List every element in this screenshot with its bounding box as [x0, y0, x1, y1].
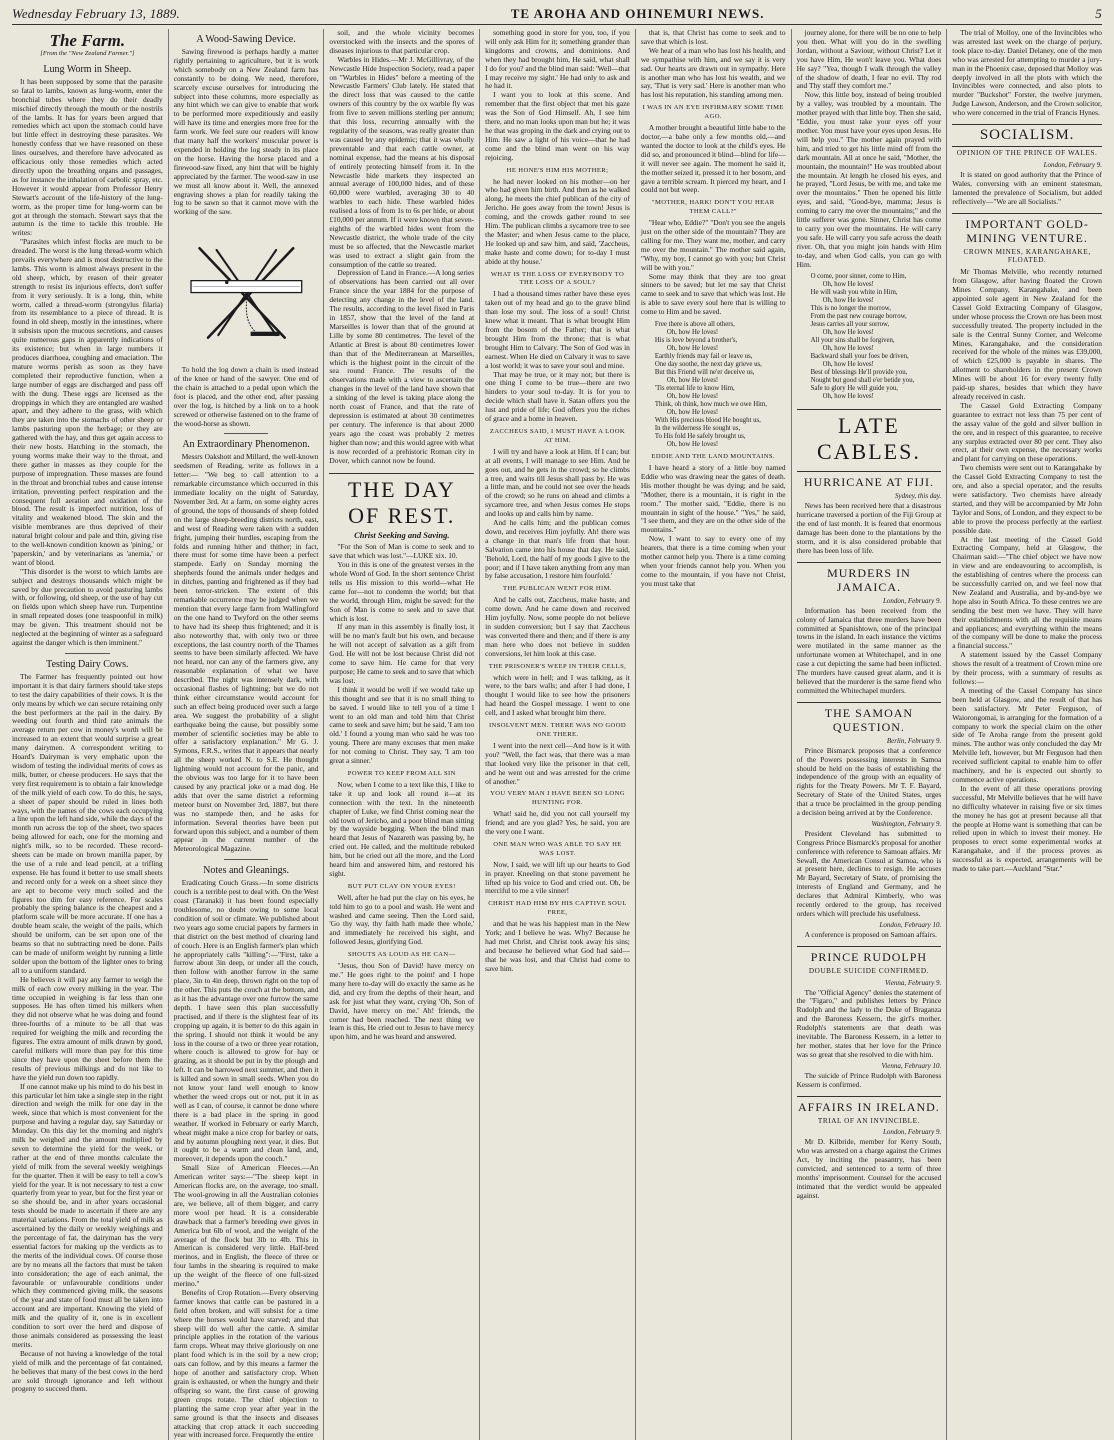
hymn-line: Safe to glory He will guide you, [810, 385, 898, 393]
hymn-line: Best of blessings He'll provide you, [810, 369, 908, 377]
paragraph: He believes it will pay any farmer to weigh the milk of each cow every milking in the year. The time occupied in weighing is far less than one supposes. He has often timed his milkers when they did not observe what he was doing and found three-fourths of a minute to be all that was required for weighing the milk and recording the figures. The extra amount of milk drawn by good, careful milkers will more than pay for this time since they have upon the sheet before them the results of previous milkings and do not like to have the yield run down too rapidly. [12, 974, 163, 1082]
hymn-line: Oh, how He loves! [666, 393, 719, 401]
article-heading-socialism: SOCIALISM. [952, 124, 1102, 147]
paragraph: I have heard a story of a little boy named Eddie who was drawing near the gates of death. His mother thought he was dying; and he said, "Mother, there is a mountain, it is right in the room." The mother said, "Eddie, there is no mountain in sight of the house." "Yes," he said, "I see them, and they are on the other side of the mountains." [640, 463, 786, 535]
hymn-verse [655, 321, 786, 449]
article-body-lung-worm [12, 78, 163, 648]
paragraph: I will try and have a look at Him. If I can; but at all events, I will manage to see Him. And he goes out, and he gets in the crowd; so he climbs a tree, and waits till Jesus shall pass by. He was a little man, and he could not see over the heads of the crowd; so he runs on ahead and climbs a sycamore tree, and when Jesus comes He stops and looks up and calls him by name. [485, 446, 630, 519]
hymn-line: To His fold He safely brought us, [654, 433, 746, 441]
article-body-sermon-3 [641, 29, 786, 589]
cable-dateline: London, February 9. [882, 596, 942, 605]
cable-subheading-ireland: TRIAL OF AN INVINCIBLE. [817, 1116, 921, 1125]
sermon-subheading: THE PUBLICAN WENT FOR HIM. [503, 585, 612, 593]
hymn-line: Oh, how He loves! [666, 377, 719, 385]
paragraph: and that he was his happiest man in the New York; and I believe he was. Why? Because he had met Christ, and Christ took away his sins; and because he believed what God had said—that he was lost, and that Christ had come to save him. [485, 919, 630, 973]
hymn-line: From the past new courage borrow, [810, 313, 907, 321]
column-6 [791, 29, 947, 1440]
cable-dateline: London, February 10. [879, 920, 942, 929]
paragraph: soil, and the whole vicinity becomes overstocked with the insects and the spores of diseases injurious to that particular crop. [329, 28, 475, 55]
divider [224, 433, 267, 434]
paragraph: that is, that Christ has come to seek and to save that which is lost. [640, 28, 786, 46]
hymn-line: His is love beyond a brother's, [654, 337, 738, 345]
hymn-line: Oh, how He loves! [822, 345, 874, 353]
hymn-line: Nought but good shall e'er betide you, [810, 377, 915, 385]
sermon-subheading: CHRIST HAD HIM BY HIS CAPTIVE SOUL FREE, [488, 900, 627, 917]
paragraph: I had a thousand times rather have these eyes taken out of my head and go to the grave blind than lose my soul. The loss of a soul! Christ knew what it meant. That is what brought Him from the bosom of the Father; that is what brought Him from the throne; that is what brought Him to Calvary. The Son of God was in earnest. When He died on Calvary it was to save a lost world; it was to save your soul and mine. [485, 289, 630, 370]
cable-dateline: London, February 9. [882, 1128, 942, 1137]
article-body-notes [174, 879, 319, 1440]
article-body-sermon [329, 543, 474, 1042]
paragraph: A mother brought a beautiful little babe to the doctor,—a babe only a few months old,—and wanted the doctor to look at the child's eyes. He did so, and pronounced it blind—blind for life—it will never see again. The moment he said it, the mother seized it, pressed it to her bosom, and gave a terrible scream. It pierced my heart, and I could not but weep. [640, 123, 786, 195]
sermon-subheading: HE HONE'S HIM HIS MOTHER; [506, 166, 609, 174]
paragraph: Now, this little boy, instead of being troubled by a valley, was troubled by a mountain. The mother prayed with that little boy. Then she said, "Eddie, you must take your eyes off your mother. You must have your eyes upon Jesus. He will help you." The mother again prayed with him, and tried to get his little mind off from the dark mountain. All at once he said, "Mother, the mountain, the mountain!" He was troubled about the mountain. At length he closed his eyes, and he prayed, "Lord Jesus, be with me, and take me over the mountains." Then he opened his little eyes, and said, "Good-bye, mamma; Jesus is coming to carry me over the mountains;" and the little sufferer was gone. Sinner, Christ has come to carry you over the mountains. He will carry you safe. He will carry you safe across the death river. Oh, that you might join hands with Him to-day, and when God calls, you can go with Him. [796, 90, 942, 269]
paragraph: And he calls him; and the publican comes down, and receives Him joyfully. Ah! there was a change in that man's life from that hour. Salvation came into his house that day. He said, 'Behold, Lord, the half of my goods I give to the poor; and if I have taken anything from any man by false accusation, I restore him fourfold.' [485, 518, 630, 581]
column-1 [12, 29, 168, 1440]
paragraph: "This disorder is the worst to which lambs are subject and destroys thousands which might be saved by due precaution to avoid pasturing lambs with, or following, old sheep, or the use of hay cut on fields upon which sheep have run. Turpentine in small repeated doses (one teaspoonful in milk) may be given. This treatment should not be neglected at the beginning of winter as a safeguard against the danger which is then imminent." [12, 566, 163, 647]
sermon-subheading: WHAT IS THE LOSS OF EVERYBODY TO THE LOSS OF A SOUL? [490, 270, 625, 287]
paragraph: something good in store for you, too, if you will only ask Him for it; something grander than kingdoms and crowns, and dominions. And when they had brought him, He said, what shall I do for you? and the blind man said: 'Well—that I may receive my sight.' He had only to ask and he had it. [485, 28, 630, 91]
cable-heading-ireland: AFFAIRS IN IRELAND. [797, 1096, 942, 1114]
page-number: 5 [1095, 6, 1102, 21]
hymn-line: Oh, how He loves! [822, 281, 874, 289]
article-body-wood-saw [174, 48, 319, 217]
article-body-notes-cont [329, 29, 474, 465]
paragraph: Small Size of American Fleeces.—An American writer says:—"The sheep kept in American flocks are, on the average, too small. The wool-growing in all the Australian colonies are, we believe, all of them bigger, and carry more wool per head. It is a considerable drawback that a farmer's breeding ewe gives in America but 6lb of wool, and the weight of the average of the flock but 3lb to 4lb. This in American is considered very little. Half-bred merinos, and in English, the fleece of three or four lambs in the shearing is required to make up the weight of the fleece of one full-sized merino." [173, 1163, 319, 1289]
paragraph: I think it would be well if we would take up this thought and see that it is no small thing to be saved. I would like to tell you of a time I went to an old man and told him that Christ came to seek and save him; but he said, 'I am too old.' I found a young man who said he was too young. There are many excuses that men make for not coming to Christ. They say, 'I am too great a sinner.' [329, 684, 475, 766]
paragraph: Mr D. Kilbride, member for Kerry South, who was arrested on a charge against the Crimes Act, by inciting the peasantry, has been convicted, and sentenced to a term of three months' imprisonment. Counsel for the accused intimated that the verdict would be appealed against. [796, 1137, 942, 1200]
paragraph: And he calls out, Zaccheus, make haste, and come down. And he came down and received Him joyfully. Now, some people do not believe in sudden conversion; but I say that Zaccheus was converted there and then; and if there is any man here who does not believe in sudden conversions, let him look at this case. [485, 595, 630, 658]
paragraph: The "Official Agency" denies the statement of the "Figaro," and publishes letters by Prince Rudolph and the lady to the Duke of Braganza and the Baroness Kessern, the girl's mother. Rudolph's statements are that death was inevitable. The Baroness Kessern, in a letter to her mother, states that her love for the Prince was so great that she resolved to die with him. [796, 987, 942, 1059]
cable-body-ireland [797, 1138, 942, 1200]
paragraph: If any man in this assembly is finally lost, it will be no man's fault but his own, and because he will not accept of salvation as a gift from God. He will not be lost because Christ did not come to save him. He came for that very purpose; He came to seek and to save that which was lost. [329, 622, 475, 685]
column-7 [946, 29, 1102, 1440]
hymn-verse [811, 273, 942, 401]
hymn-line: Earthly friends may fail or leave us, [654, 353, 753, 361]
masthead-date: Wednesday February 13, 1889. [12, 6, 180, 21]
paragraph: Benefits of Crop Rotation.—Every observing farmer knows that cattle can be pastured in a field often broken, and will subsist for a time where the horses would have starved; and that sheep will do well after the cattle. A similar principle applies in the rotation of the various farm crops. Wheat may thrive gloriously on one plant food which is in the soil by a new crop; oats can follow, and by this means a farmer the hope of another and satisfactory crop. When grain is exhausted, or when the hungry and their offspring so want, the first cause of growing green crops rotate. The chief objection to planting the same crop year after year in the same ground is that the insects and diseases attacking that crop attack it each succeeding year with increased force. Frequently the entire [173, 1287, 319, 1440]
article-body-dairy [12, 673, 163, 1394]
cable-heading-samoa: THE SAMOAN QUESTION. [797, 702, 942, 734]
paragraph: I went into the next cell—And how is it with you? "Well, the fact was, that there was a man that looked very like the prisoner in that cell, and he went out and was arrested for the crime of another." [485, 740, 630, 786]
divider [224, 859, 267, 860]
section-source: [From the "New Zealand Farmer."] [40, 50, 135, 57]
article-dateline: London, February 9. [1043, 160, 1102, 169]
paragraph: "Jesus, thou Son of David! have mercy on me." He goes right to the point! and I hope many here to-day will do exactly the same as he did, and cry from the depths of their heart, and ask for just what they want, crying 'Oh, Son of David, have mercy on me.' Ah! friends, the corner had been reached. The next thing we learn is this, He cried out to Jesus to have mercy upon him, and he was heard and answered. [329, 961, 475, 1042]
hymn-line: But this Friend will ne'er deceive us, [654, 369, 755, 377]
paragraph: he had never looked on his mother—on her who had given him birth. And then as he walked along, he meets the chief publican of the city of Jericho. He goes away from the town! Jesus is coming, and the crowds gather round to see Him. The publican climbs a sycamore tree to see the Master; and when Jesus came to the place, He looked up and saw him, and said, 'Zaccheus, make haste and come down; for to-day I must abide at thy house.' [485, 176, 630, 266]
sermon-subheading: "MOTHER, HARK! DON'T YOU HEAR THEM CALL?" [651, 199, 775, 216]
wood-horse-illustration [174, 221, 319, 359]
sermon-subheading: ZACCHEUS SAID, I MUST HAVE A LOOK AT HIM. [489, 427, 626, 444]
column-4 [479, 29, 635, 1440]
sermon-subheading: THE PRISONER'S WEEP IN THEIR CELLS, [488, 662, 627, 670]
paragraph: The suicide of Prince Rudolph with Baroness Kessern is confirmed. [796, 1070, 942, 1089]
masthead-title: TE AROHA AND OHINEMURI NEWS. [510, 6, 765, 21]
column-3 [323, 29, 479, 1440]
paragraph: Well, after he had put the clay on his eyes, he told him to go to a pool and wash. He went and washed and came seeing. Then the Lord said, 'Go thy way, thy faith hath made thee whole,' and immediately he received his sight, and followed Jesus, glorifying God. [329, 892, 475, 947]
paragraph: I want you to look at this scene. And remember that the first object that met his gaze was the Son of God Himself. Ah, I see him there, and no man looks upon man but he; it was he that was groping in the dark and crying out to Him. He saw a light of his voice—that he had come and the blind man went on his way rejoicing. [485, 90, 630, 162]
paragraph: A statement issued by the Cassel Company shows the result of a treatment of Crown mine ore by their process, with a summary of results as follows:— [952, 650, 1102, 686]
hymn-line: Oh, how He loves! [822, 297, 874, 305]
sermon-subheading: YOU VERY MAN I HAVE BEEN SO LONG HUNTING FOR. [490, 790, 625, 807]
article-body-wood-saw-2 [174, 366, 319, 428]
section-title-day-of-rest: THE DAY OF REST. [329, 473, 474, 529]
paragraph: What! said he, did you not call yourself my friend; and are you glad? Yes, he said, you are the very one I want. [485, 809, 630, 837]
paragraph: The Farmer has frequently pointed out how important it is that dairy farmers should take steps to test the dairy capabilities of their cows. It is the only means by which we can secure retaining only the best performers at the pail in the dairy. By weeding out fourth and third rate animals the average return per cow in money's worth will be increased to an extent that would surprise a great many dairymen. A correspondent writing to Hoard's Dairyman is very emphatic upon the wisdom of testing the individual merits of cows as milk, butter, or cheese producers. He says that the very first requirement is to obtain a fair knowledge of the milk yield of each cow. To do this, he says, a sheet of paper should be ruled in lines both ways, with the names of the cows each occupying a line upon the left hand side, while the days of the month run across the top of the sheet, two spaces being allowed for each, one for the morning and night's milk, so to be recorded. These record-sheets can be made on brown manilla paper, by the use of a rule and lead pencil, at a trifling expense. He has found it better to use small sheets and record only for a week on a sheet since they are apt to become very much soiled and the figures too dim for easy reference. For scales probably the spring balance is the cheapest and a platform scale will be more accurate. If one has a double beam scale, the weight of the pails, which should be uniform, can be set upon one of the beams so that no subtracting need be done. Pails can be made of uniform weight by running a little solder upon the bottom of the lighter ones to bring all to a uniform standard. [12, 671, 163, 975]
section-title-late-cables: LATE CABLES. [797, 409, 942, 465]
cable-dateline: Berlin, February 9. [886, 736, 942, 745]
sermon-subheading: I WAS IN AN EYE INFIRMARY SOME TIME AGO. [642, 104, 784, 121]
paragraph: which were in hell; and I was talking, as it were, to the bars walls; and after I had done, I thought I would like to see how the prisoners had heard the Gospel message. I went to one cell, and I asked what brought him there. [485, 672, 630, 718]
sermon-subheading: EDDIE AND THE LAND MOUNTAINS. [651, 453, 775, 461]
hymn-line: Oh, how He loves! [822, 361, 874, 369]
paragraph: That may be true, or it may not; but there is one thing I come to be true—there are two hinders to your soul to-day. It is for you to decide which shall have it. Satan offers you the lust and pride of life; God offers you the riches of grace and a home in heaven. [485, 369, 630, 424]
paragraph: The Cassel Gold Extracting Company guarantee to extract not less than 75 per cent of the assay value of the gold and silver bullion in the ore, and in respect of this guarantee, to receive any surplus extracted over 80 per cent. They also erect, at their own expense, the necessary works and plant for carrying on these operations. [952, 400, 1102, 464]
hymn-line: Oh, how He loves! [666, 409, 719, 417]
hymn-line: He will wash you white in Him, [810, 289, 898, 297]
paragraph: Now, I want to say to every one of my hearers, that there is a time coming when your mother cannot help you. There is a time coming when your friends cannot help you. When you come to the mountain, if you have not Christ, you must take that [640, 534, 786, 588]
paragraph: Now, when I come to a text like this, I like to take it up and look all round it—at its connection with the text. In the nineteenth chapter of Luke, we find Christ coming near the old town of Jericho, and a poor blind man sitting by the wayside begging. When the blind man heard that Jesus of Nazareth was passing by, he cried out. He called, and the multitude rebuked him, but he cried out all the more, and the Lord heard him and answered him, and restored his sight. [329, 779, 475, 878]
section-title-farm: The Farm. [49, 31, 126, 50]
sermon-subheading: SHOUTS AS LOUD AS HE CAN— [347, 951, 456, 959]
article-heading-notes: Notes and Gleanings. [203, 865, 289, 877]
cable-dateline: Sydney, this day. [895, 492, 942, 501]
paragraph: The trial of Molloy, one of the Invincibles who was arrested last week on the charge of perjury, took place to-day. Daniel Delaney, one of the men who was arrested for attempting to murder a jury-man in the Phoenix case, deposed that Molloy was deeply involved in all the plots with which the Invincibles were connected, and also plots to murder "Buckshot" Forster, the twelve jurymen, Judge Lawson, Anderson, and the Crown solicitor, who were concerned in the trial of Francis Hynes. [952, 28, 1102, 118]
hymn-line: Oh, how He loves! [822, 393, 874, 401]
paragraph: We hear of a man who has lost his health, and we sympathise with him, and we say it is very sad. Our hearts are drawn out in sympathy. Here is another man who has lost his wealth, and we say, 'That is very sad.' Here is another man who has lost his reputation, his standing among men. [640, 45, 786, 100]
sermon-subheading: POWER TO KEEP FROM ALL SIN [347, 769, 456, 777]
article-heading-lung-worm: Lung Worm in Sheep. [43, 63, 132, 75]
paragraph: journey alone, for there will be no one to help you then. What will you do in the swelling Jordan, without a Saviour, without Christ? Let it you have Him, He won't leave you. What does He say? "Yea, though I walk through the valley of the shadow of death, I fear no evil. Thy rod and Thy staff they comfort me." [796, 28, 942, 91]
hymn-line: Backward shall your foes be driven, [810, 353, 909, 361]
article-body-phenomenon [174, 453, 319, 854]
paragraph: At the last meeting of the Cassel Gold Extracting Company, held at Glasgow, the Chairman said:—"The chief object we have now in view and are endeavouring to accomplish, is the establishing of centres where the process can be successfully carried on, and we feel now that New Zealand and Australia, and by-and-bye we hope also in South Africa. To these centres we are sending the best men we have. They will have their establishments with all the requisite means and appliances; and everything within the means of the company will be done to make the process a financial success." [952, 534, 1102, 651]
hymn-line: All your sins shall be forgiven, [810, 337, 895, 345]
cable-dateline: Vienna, February 10. [881, 1061, 942, 1070]
cable-dateline: Vienna, February 9. [885, 978, 942, 987]
paragraph: "Hear who, Eddie?" "Don't you see the angels just on the other side of the mountain? They are calling for me. They want me, mother, and carry me over the mountain." The mother said again, "Why, my boy, I cannot go with you; but Christ will be with you." [640, 218, 786, 272]
paragraph: Warbles in Hides.—Mr J. McGillivray, of the Newcastle Hide Inspection Society, read a paper on "Warbles in Hides" before a meeting of the Newcastle Farmers' Club lately. He stated that the direct loss that was caused to the cattle owners of this country by the ox warble fly was from five to seven millions sterling per annum; that this loss, recurring annually with the regularity of the seasons, was really greater than was caused by any epidemic; that it was wholly preventable and that each cattle owner, at nominal expense, had the means at his disposal of entirely protecting himself from it. In the Newcastle hide markets they inspected an annual average of 100,000 hides, and of these 60,000 were warbled, averaging 30 to 40 warbles to each hide. These warbled hides realised a loss of from 1s to 6s per hide, or about £10,000 per annum. If it were known that seven-eighths of the warbled hides went from the Newcastle district, the whole trade of the city must be so affected, that the Newcastle market was used to extract a slight gain from the consumption of the cattle so treated. [329, 54, 475, 269]
column-2 [168, 29, 324, 1440]
article-heading-gold-mining: IMPORTANT GOLD-MINING VENTURE. [952, 213, 1102, 245]
paragraph: Eradicating Couch Grass.—In some districts couch is a terrible pest to deal with. On the West coast (Taranaki) it has been found especially troublesome, no doubt owing to some local condition of soil or climate. We published about two years ago some crucial papers by farmers in that district on the best method of clearing land of couch. Here is an English farmer's plan which he appropriately calls "killing":—"First, take a furrow about 3in deep, or under all the couch, then follow with another furrow in the same place, 3in to 4in deep, thrown right on the top of the other. This puts the couch at the bottom, and as it has the advantage over one furrow the same depth. I have seen this plan successfully practised, and if there is the slightest fear of its cropping up again, it is better to do this again in the spring. I should not think it would be any loss in the course of a two or three year rotation, where couch is allowed to grow for hay or grazing, as it should be put in by the plough and left. It can be harrowed next summer, and then it is killed and sown in small seeds. When you do not know your land well enough to know whether the weed crops out or not, put it in as well as I can, of course, it cannot be done where there is a bad place in the spring in good weather. If worked in February or early March, wheat might make a nice crop for barley or oats, and by autumn ploughing next year, it dies. But it ought to be a warm and clean land, and, moreover, it depends upon the couch." [173, 878, 319, 1164]
hymn-line: Oh, how He loves! [666, 345, 719, 353]
article-heading-wood-saw: A Wood-Sawing Device. [196, 34, 296, 45]
masthead [12, 4, 1102, 25]
sermon-subheading: BUT PUT CLAY ON YOUR EYES! [347, 882, 456, 890]
cable-body-fiji [797, 502, 942, 555]
hymn-line: Oh, how He loves! [666, 329, 719, 337]
paragraph: "For the Son of Man is come to seek and to save that which was lost."—LUKE xix. 10. [329, 542, 475, 561]
cable-subheading-rudolph: DOUBLE SUICIDE CONFIRMED. [808, 966, 930, 975]
article-subheading-socialism: OPINION OF THE PRINCE OF WALES. [956, 149, 1098, 158]
paragraph: President Cleveland has submitted to Congress Prince Bismarck's proposal for another conference with reference to Samoan affairs. Mr Sewall, the American Consul at Samoa, who is at present here, declines to resign. He accuses Mr Bayard, Secretary of State, of promising the interests of England and Germany, and he declares that Admiral Kimberly, who was recently ordered to the group, has received orders which will preclude his usefulness. [796, 828, 942, 918]
paragraph: To hold the log down a chain is used instead of the knee or hand of the sawyer. One end of the chain is attached to a pedal upon which the foot is placed, and the other end, after passing over the log, is hitched by a link on to a hook screwed or otherwise fastened on to the frame of the wood-horse as shown. [173, 365, 319, 428]
paragraph: Because of not having a knowledge of the total yield of milk and the percentage of fat contained, he believes that many of the best cows in the herd are sold through ignorance and left without progeny to succeed them. [12, 1348, 163, 1394]
hymn-line: In the wilderness He sought us, [654, 425, 741, 433]
paragraph: Two chemists were sent out to Karangahake by the Cassel Gold Extracting Company to test the ore, and also a special operator, and the results were satisfactory. Two chemists have already started, and they will be accompanied by Mr John Taylor and Sons, of London, and they expect to be able to prove the process perfectly at the earliest possible date. [952, 463, 1102, 535]
paragraph: It is stated on good authority that the Prince of Wales, conversing with an eminent statesman, lamented the prevalence of Socialism, but added reflectively—"We are all Socialists." [952, 169, 1102, 206]
column-5 [635, 29, 791, 1440]
cable-body-rudolph [797, 989, 942, 1090]
article-heading-dairy: Testing Dairy Cows. [46, 658, 129, 670]
paragraph: Information has been received from the colony of Jamaica that three murders have been committed at Spanishtown, one of the principal towns in the island. In each instance the victims were mutilated in the same manner as the unfortunate women at Whitechapel, and in one case a cut depicting the same had been inflicted. The murders have caused great alarm, and it is believed that the murderer is the same fiend who committed the Whitechapel murders. [796, 605, 942, 695]
hymn-line: With His precious blood He bought us, [654, 417, 761, 425]
cable-body-samoa [797, 747, 942, 940]
hymn-line: One day soothe, the next day grieve us, [654, 361, 762, 369]
paragraph: Prince Bismarck proposes that a conference of the Powers possessing interests in Samoa should be held on the basis of establishing the independence of the group with an equality of rights for the Treaty Powers. Mr T. F. Bayard, Secretary of State of the United States, urges that a truce be proclaimed in the group pending a decision being arrived at by the Conference. [796, 745, 942, 818]
article-heading-phenomenon: An Extraordinary Phenomenon. [182, 439, 310, 451]
paragraph: A conference is proposed on Samoan affairs. [804, 929, 937, 939]
cable-body-jamaica [797, 607, 942, 696]
sermon-subheading: ONE MAN WHO WAS ABLE TO SAY HE WAS LOST. [493, 840, 622, 857]
hymn-line: Free there is above all others, [654, 321, 735, 329]
paragraph: You in this is one of the greatest verses in the whole Word of God. In the short sentence Christ tells us His mission to this world—what He came for—not to condemn the world; but that the world, through Him, might be saved: for the Son of Man is come to seek and to save that which is lost. [329, 560, 475, 623]
paragraph: In the event of all these operations proving successful, Mr Melville believes that he will have no difficulty whatever in raising five or six times the money he has got at present because all that the people at Home want is something that can be relied upon in which to invest their money. He proposes to erect some experimental works at Karangahake, and if the process proves as successful as is expected, arrangements will be made to take part.—Auckland "Star." [952, 783, 1102, 874]
hymn-line: Oh, how He loves! [822, 329, 874, 337]
paragraph: Mr Thomas Melville, who recently returned from Glasgow, after having floated the Crown Mines Company, Karangahake, and been appointed sole agent in New Zealand for the Cassel Gold Extracting Company of Glasgow, under whose process the Crown ore has been most successfully treated. The property included in the sale is the Central Sunny Corner, and Welcome Mines, Karangahake, and the consideration received for the whole of the mines was £39,000, of which £25,000 is payable in shares. The allotment to shareholders in the present Crown Mines will be about 16 for every twenty fully paid-up shares, besides that which they have already received in cash. [952, 267, 1102, 401]
paragraph: Now, I said, we will lift up our hearts to God in prayer. Kneeling on that stone pavement he lifted up his voice to God and cried out. Oh, be merciful to me a vile sinner! [485, 859, 630, 896]
columns [12, 28, 1102, 1440]
cable-heading-rudolph: PRINCE RUDOLPH [797, 946, 942, 964]
article-body-sermon-2 [485, 29, 630, 974]
hymn-line: This is no longer the morrow, [810, 305, 891, 313]
paragraph: Depression of Land in France.—A long series of observations has been carried out all over France since the year 1884 for the purpose of detecting any change in the level of the land. The results, according to the level fixed in Paris in 1857, show that the level of the land at Marseilles is lower than that of the ground at Lille by some 80 centimetres. The level of the Atlantic at Brest is about 80 centimetres lower than that of the Mediterranean at Marseilles, which is the highest point in the circuit of the sea round France. The results of the observations made with a view to ascertain the changes in the level of the land have shown that a sinking of the level is taking place along the north coast of France, and that the rate of depression is estimated at about 30 centimetres per century. The inference is that about 2000 years ago the coast was probably 2 metres higher than now; and this would agree with what is now recorded of a prehistoric Roman city in Dover, which cannot now be found. [329, 268, 475, 465]
paragraph: Messrs Oakshott and Millard, the well-known seedsmen of Reading, write as follows in a letter:— "We beg to call attention to a remarkable circumstance which occurred in this immediate locality on the night of Saturday, November 3rd. At a farm, on some eighty acres of ground, the tops of thousands of sheep folded on the large sheep-breeding districts north, east, and west of Reading were taken with a sudden fright, jumping their hurdles, escaping from the folds and running hither and thither; in fact, there must for some time have been a perfect stampede. Early on Sunday morning the shepherds found the animals under hedges and in ditches, panting and frightened as if they had been terror-stricken. The extent of this remarkable occurrence may be judged when we mention that every large farm from Wallingford on the one hand to Twyford on the other seems to have had its sheep thus frightened; and it is also noteworthy that, with only two or three exceptions, the last country north of the Thames seems to have been similarly affected. We have not heard, nor can any of the farmers give, any reasonable explanation of what we have described. The night was intensely dark, with occasional flashes of lightning; but we do not think either circumstance would account for such an effect being produced over such a large area. We suggest the probability of a slight earthquake being the cause, but possibly some member of scientific societies may be able to offer a satisfactory explanation." Mr G. J. Symons, F.R.S., writes that it appears that nearly all the sheep worked N. to S.E. He thought lightning would not account for the panic, and the obvious was too large for it to have been caused by any practical joke or a mad dog. He adds that over the same district a reforming meteor burst on November 3rd, 1887, but there was no stampede then, and he asks for information. Several theories have been put forward upon this subject, and a number of them appear in the current number of the Meteorological Magazine. [173, 452, 319, 854]
cable-dateline: Washington, February 9. [871, 819, 942, 828]
article-body-sermon-4 [797, 29, 942, 401]
cable-heading-jamaica: MURDERS IN JAMAICA. [797, 562, 942, 594]
cable-heading-fiji: HURRICANE AT FIJI. [797, 471, 942, 489]
paragraph: Sawing firewood is perhaps hardly a matter rightly pertaining to agriculture, but it is work which somebody on a New Zealand farm has constantly to be doing. We need, therefore, scarcely excuse ourselves for introducing the subject into these columns, more especially as any hint which we can give to enable that work to be performed more expeditiously and easily will have its time and energies more free for the farm work. We feel sure our readers will know that many half the workers' muscular power is expended in holding the log steady in its place on the horse. Having the horse placed and a firewood-saw fixed, any hint that will be highly appreciated by the farmer. The wood-saw in use we must all know about it. Well, the annexed engraving shows a plan for readily taking the log to be sawn so that it cannot move with the working of the saw. [173, 47, 319, 217]
paragraph: If one cannot make up his mind to do his best in this particular let him take a single step in the right direction and weigh the milk for one day in the week, since that which is most convenient for the purpose and having a regular day, say Saturday or Monday. On this day let the morning and night's milk be weighed and the amount multiplied by seven to determine the yield for the week, or rather at the end of three months calculate the yield of milk from the several weekly weighings for the quarter. Then it will be easy to tell a cow's yield for the year. It is not necessary to test a cow quarterly from year to year, but for the first year or so she should be, and in after years occasional tests should be made to ascertain if there are any material variations. From the total yield of milk as ascertained by the daily or weekly weighings and the percentage of fat, the dairyman has the very essential factors for making up the verdicts as to the merits of the individual cows. Of course those are by no means all the factors that must be taken into consideration; the age of each animal, the favourable or unfavourable conditions under which they commenced giving milk, the seasons of the year and state of food must all be taken into account and are important. Knowing the yield of milk and the quality of it, one is in excellent condition to sort over the herd and dispose of those animals considered as possessing the least merits. [12, 1081, 163, 1349]
paragraph: "Parasites which infest flocks are much to be dreaded. The worst is the lung thread-worm which prevails everywhere and is most destructive to the lambs. This worm is almost always present in the old sheep, which, by reason of their greater strength to resist its injurious effects, don't suffer from it very seriously. It is a long, thin, white worm, called a thread-worm (strongylus filaria) from its resemblance to a piece of thread. It is found in old sheep, mostly in the intestines, where it subsists upon the mucous secretions, and causes quite numerous gaps in apparently indications of its existence; but when in large numbers it produces diarrhoea, coughing and emaciation. The mature worms perish as soon as they have completed their reproductive function, when a large number of eggs are discharged and pass off with the dung. These eggs are licensed as the droppings in which they are entangled are washed apart, and they adhere to the grass, with which they are taken into the stomachs of other sheep or lambs pasturing upon the herbage; or they are gathered with the hay, and thus get again access to their new hosts. Hatching in the stomach, the young worms make their way to the throat, and there gather in masses as they couple for the purpose of impregnation. These masses are found in the throat and bronchial tubes and cause intense irritation, preventing perfect respiration and the consequent full aeration and oxidation of the blood. The result is imperfect nutrition, loss of vitality and weakened blood. The skin and the visible membranes are thus deprived of their natural bright colour and pale and thin, giving rise to the well-known condition known as 'pining,' or 'paperskin,' and by veterinarians as 'anemia,' or want of blood. [12, 237, 163, 567]
sermon-subtitle: Christ Seeking and Saving. [354, 530, 450, 541]
hymn-line: Jesus carries all your sorrow, [810, 321, 890, 329]
hymn-line: Oh, how He loves! [666, 441, 719, 449]
hymn-line: O come, poor sinner, come to Him, [810, 273, 907, 281]
paragraph: News has been received here that a disastrous hurricane traversed a portion of the Fiji Group at the end of last month. It is feared that enormous damage has been done to the plantations by the storm, and it is also considered probable that there has been loss of life. [796, 501, 942, 555]
paragraph: Some may think that they are too great sinners to be saved; but let me say that Christ came to seek and to save that which was lost. He is able to save every soul here that is willing to come to Him and be saved. [640, 271, 786, 317]
hymn-line: 'Tis eternal life to know Him, [654, 385, 735, 393]
paragraph: A meeting of the Cassel Company has since been held at Glasgow, and the result of that has been satisfactory. Mr Peter Ferguson, of Waiorongomai, is arranging for the formation of a company to work the special claim on the other side of Te Aroha range from the present gold mines. The author was only concluded the day Mr Melville left, however, but Mr Ferguson had then received sufficient capital to enable him to offer machinery, and he is expected out shortly to commence active operations. [952, 685, 1102, 784]
divider [65, 653, 110, 654]
hymn-line: Think, oh think, how much we owe Him, [654, 401, 767, 409]
paragraph: It has been supposed by some that the parasite so fatal to lambs, known as lung-worm, enter the bronchial tubes where they do their deadly mischief directly through the mouth or the nostrils of the lambs. It has for years been argued that remedies which act upon the stomach could have but little effect in destroying these parasites. We honestly confess that we have reasoned on these lines ourselves, and therefore have advocated as efficacious only those remedies which acted directly upon the breathing organs and passages, as for instance the inhalation of carbolic spray, etc. However it would appear from Professor Henry Stewart's account of the life-history of the lung-worm, as the proper time for lung-worm can be got at through the stomach. Stewart says that the autumn is the time to tackle this trouble. He writes: [12, 76, 163, 238]
sermon-subheading: INSOLVENT MEN. THERE WAS NO GOOD ONE THERE. [488, 722, 627, 738]
article-subheading-gold-mining: CROWN MINES, KARANGAHAKE, FLOATED. [963, 247, 1091, 265]
